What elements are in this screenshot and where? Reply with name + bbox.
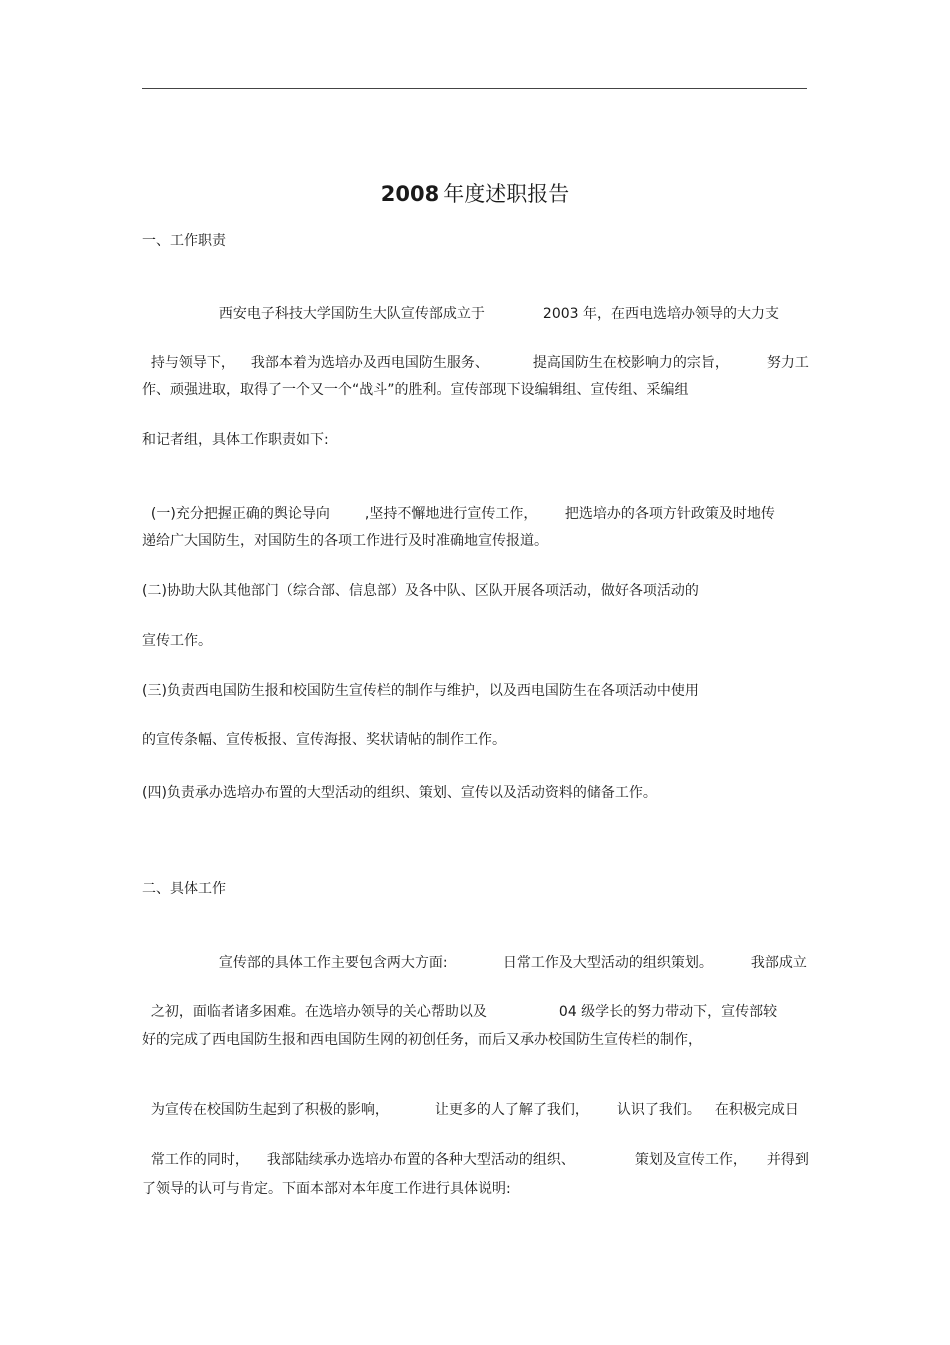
text-segment: 我部成立: [750, 955, 807, 971]
list-item-line: 的宣传条幅、宣传板报、宣传海报、奖状请帖的制作工作。: [142, 732, 506, 748]
text-segment: 宣传部的具体工作主要包含两大方面:: [218, 955, 448, 971]
list-item-line: (三)负责西电国防生报和校国防生宣传栏的制作与维护，以及西电国防生在各项活动中使用: [142, 683, 699, 699]
text-segment: 持与领导下，: [150, 355, 235, 371]
section-heading: 二、具体工作: [142, 881, 226, 897]
text-segment: 西安电子科技大学国防生大队宣传部成立于: [218, 306, 485, 322]
list-item-line: (四)负责承办选培办布置的大型活动的组织、策划、宣传以及活动资料的储备工作。: [142, 785, 657, 801]
paragraph-line: 作、顽强进取，取得了一个又一个“战斗”的胜利。宣传部现下设编辑组、宣传组、采编组: [142, 382, 689, 398]
list-item-line: (二)协助大队其他部门（综合部、信息部）及各中队、区队开展各项活动，做好各项活动的: [142, 583, 699, 599]
list-item-line: 宣传工作。: [142, 633, 212, 649]
text-segment: 04 级学长的努力带动下，宣传部较: [558, 1004, 778, 1020]
text-segment: 日常工作及大型活动的组织策划。: [502, 955, 713, 971]
text-segment: 常工作的同时，: [150, 1152, 249, 1168]
title-text: 年度述职报告: [443, 182, 570, 206]
text-segment: 并得到: [766, 1152, 809, 1168]
text-segment: 提高国防生在校影响力的宗旨，: [532, 355, 729, 371]
text-segment: 努力工: [766, 355, 809, 371]
text-segment: 我部陆续承办选培办布置的各种大型活动的组织、: [266, 1152, 575, 1168]
text-segment: 让更多的人了解了我们，: [434, 1102, 589, 1118]
text-segment: 为宣传在校国防生起到了积极的影响，: [150, 1102, 389, 1118]
paragraph-line: [210, 281, 779, 325]
text-segment: 认识了我们。: [616, 1102, 701, 1118]
paragraph-line: [142, 979, 777, 1023]
text-segment: 策划及宣传工作，: [634, 1152, 747, 1168]
text-segment: 在积极完成日: [714, 1102, 799, 1118]
paragraph-line: 和记者组，具体工作职责如下:: [142, 432, 329, 448]
paragraph-line: 好的完成了西电国防生报和西电国防生网的初创任务，而后又承办校国防生宣传栏的制作，: [142, 1032, 702, 1048]
paragraph-line: [142, 330, 809, 374]
list-item-line: [142, 481, 775, 525]
title-year: 2008: [380, 182, 440, 206]
text-segment: (一)充分把握正确的舆论导向: [150, 506, 330, 522]
section-heading: 一、工作职责: [142, 233, 226, 249]
text-segment: 把选培办的各项方针政策及时地传: [564, 506, 775, 522]
text-segment: 之初，面临者诸多困难。在选培办领导的关心帮助以及: [150, 1004, 487, 1020]
list-item-line: 递给广大国防生，对国防生的各项工作进行及时准确地宣传报道。: [142, 533, 548, 549]
text-segment: 我部本着为选培办及西电国防生服务、: [250, 355, 489, 371]
paragraph-line: [210, 930, 807, 974]
paragraph-line: [142, 1077, 799, 1121]
text-segment: ,坚持不懈地进行宣传工作，: [364, 506, 538, 522]
top-rule: [142, 88, 807, 89]
page-title: [0, 178, 950, 210]
paragraph-line: 了领导的认可与肯定。下面本部对本年度工作进行具体说明:: [142, 1181, 511, 1197]
text-segment: 2003 年，在西电选培办领导的大力支: [542, 306, 779, 322]
paragraph-line: [142, 1127, 809, 1171]
